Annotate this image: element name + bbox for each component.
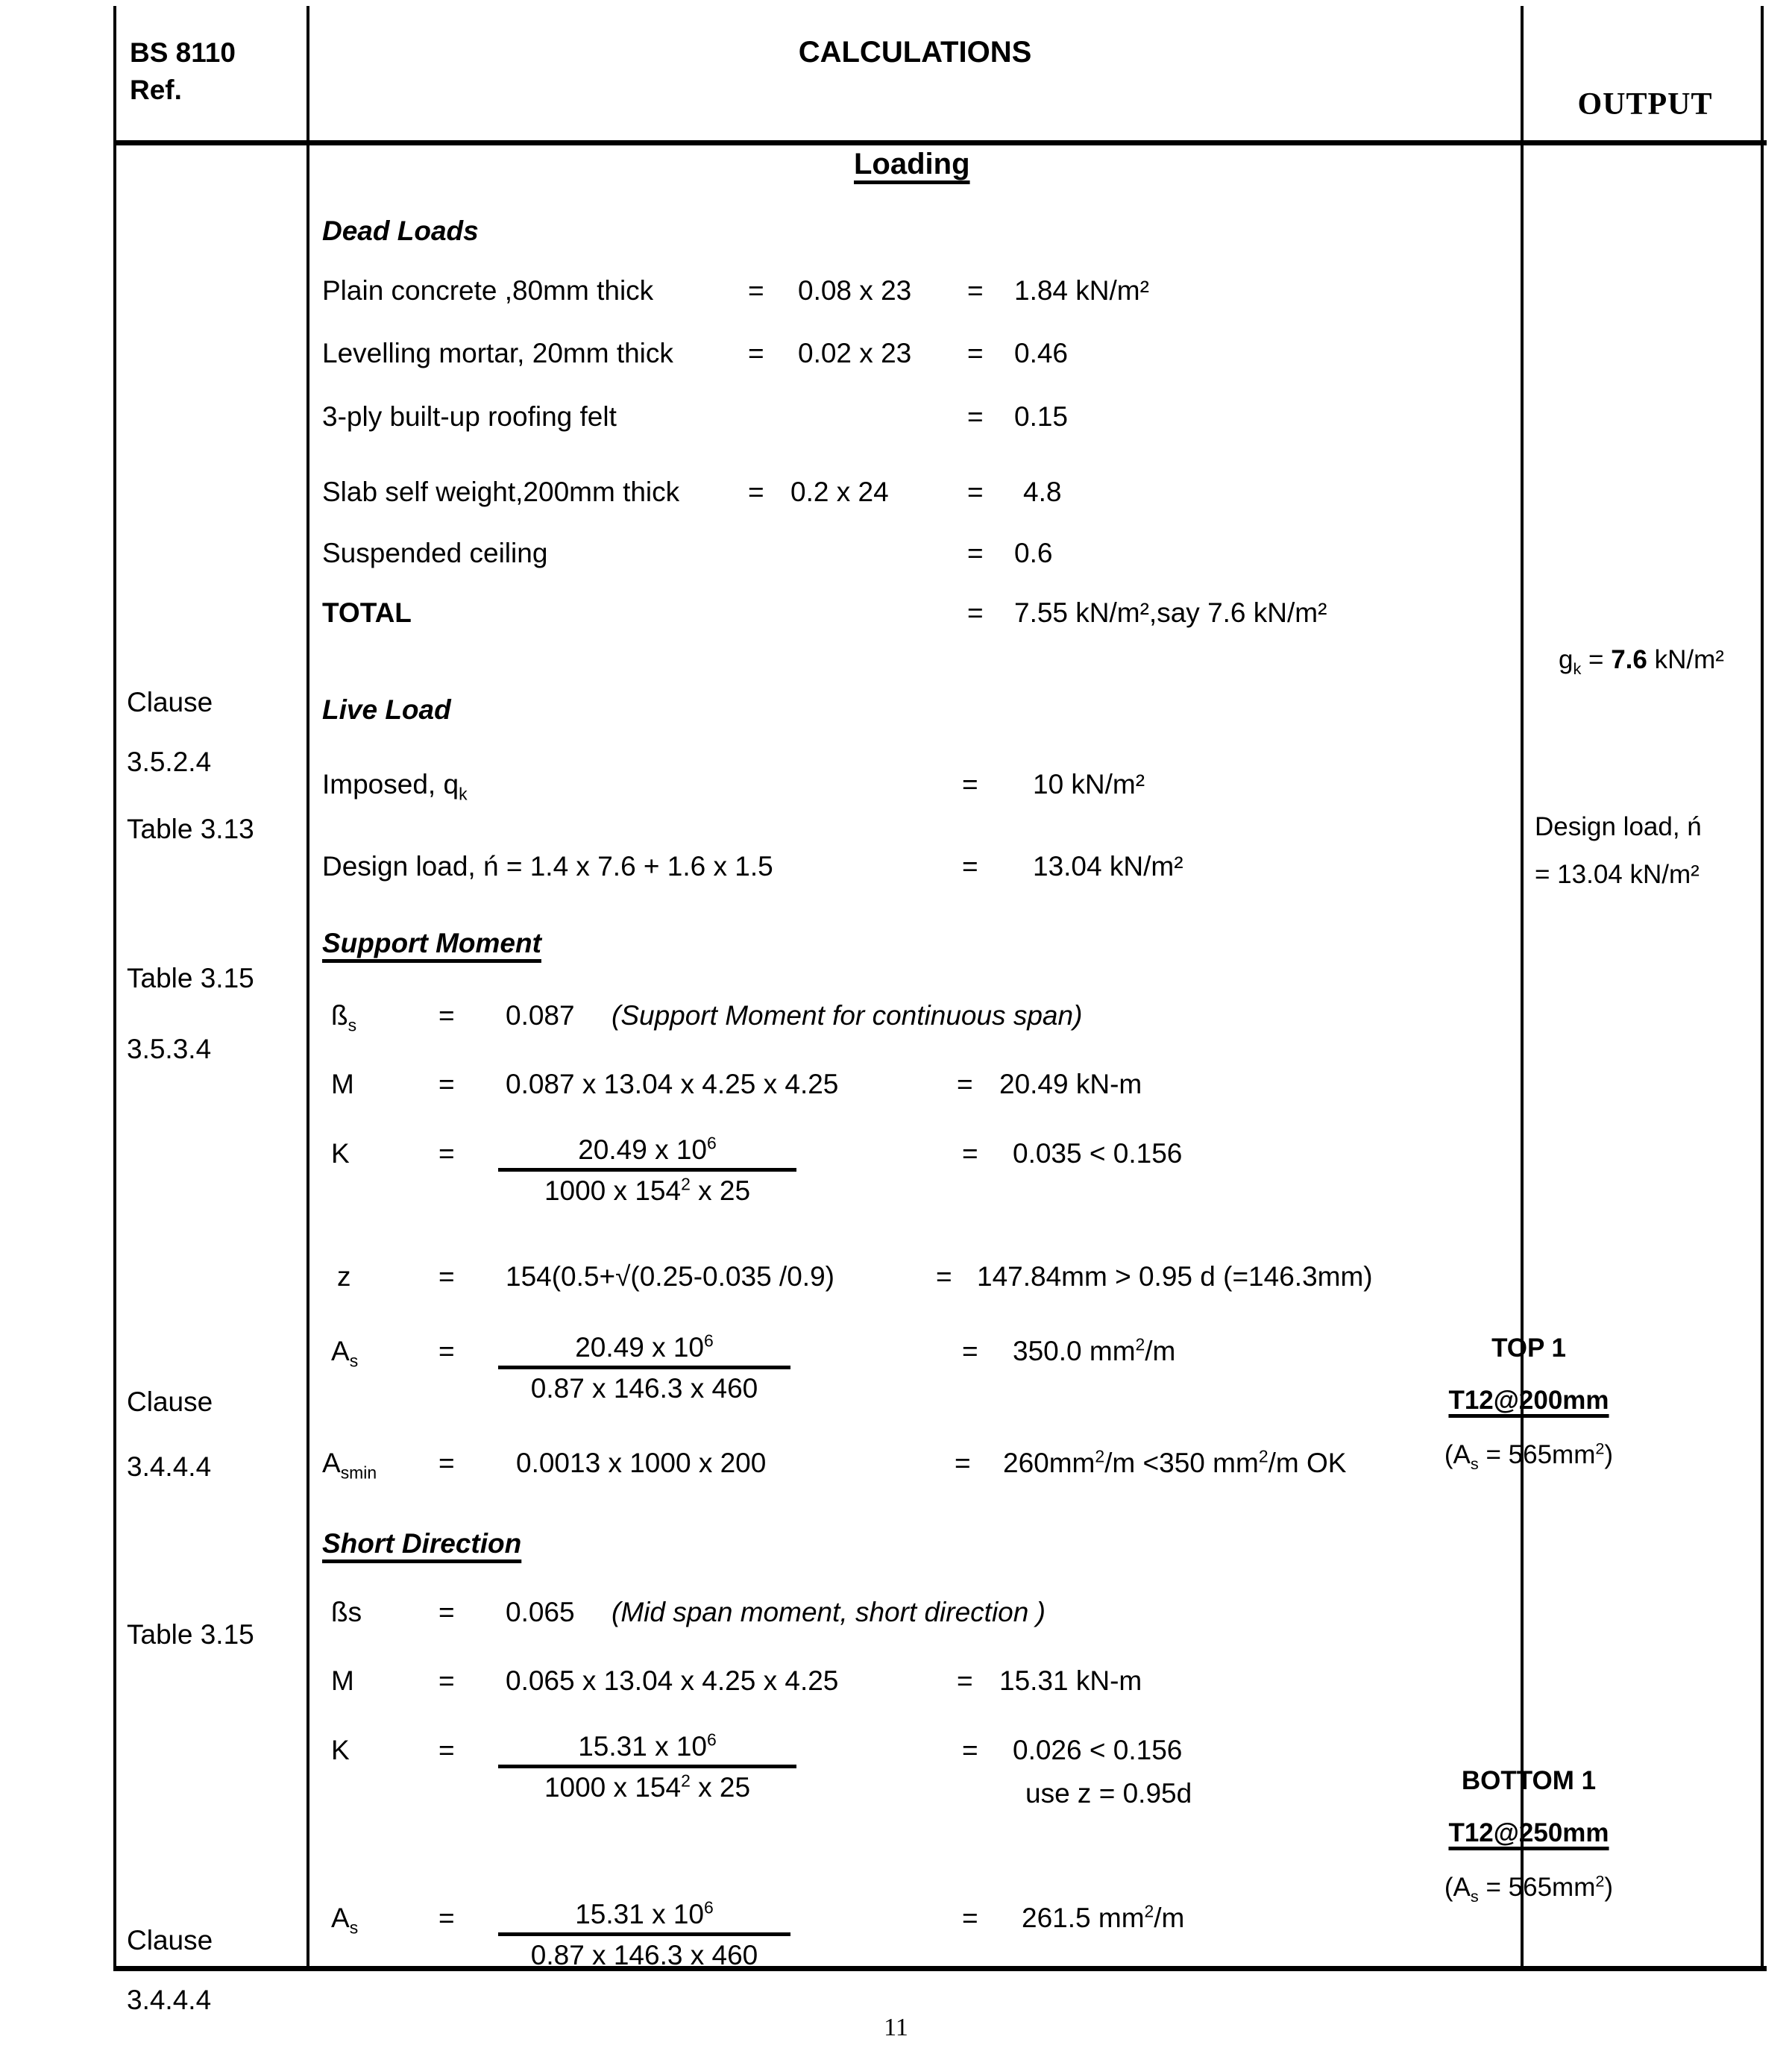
dead-load-total-eq: = (967, 597, 984, 628)
support-asmin-eq: = (438, 1448, 455, 1478)
dead-load-result-3: 4.8 (1023, 477, 1062, 507)
support-z-expression: 154(0.5+√(0.25-0.035 /0.9) (506, 1261, 834, 1292)
short-k-denominator: 1000 x $154^2$ x 25 (544, 1771, 751, 1803)
dead-load-eq1-1: = (748, 338, 764, 368)
ref-clause-3444-a: 3.4.4.4 (127, 1451, 212, 1482)
output-top1-area: $(A_s = 565mm^2)$ (1444, 1439, 1614, 1473)
column-header-reference-line1: BS 8110 (130, 37, 236, 68)
short-beta-eq: = (438, 1597, 455, 1627)
dead-load-eq2-0: = (967, 275, 984, 306)
short-k-note: use z = 0.95d (1025, 1778, 1192, 1809)
short-as-fraction (498, 1898, 790, 1972)
dead-load-result-4: 0.6 (1014, 538, 1053, 568)
short-m-eq2: = (957, 1665, 973, 1696)
short-as-eq2: = (962, 1903, 978, 1933)
column-divider-ref-calculations (306, 6, 309, 1971)
subsection-title-live-load: Live Load (322, 694, 451, 725)
support-as-fraction (498, 1331, 790, 1405)
short-k-value: 0.026 < 0.156 (1013, 1735, 1183, 1765)
output-bottom1-title: BOTTOM 1 (1461, 1766, 1597, 1795)
short-k-eq: = (438, 1735, 455, 1765)
support-k-symbol: K (331, 1138, 350, 1169)
column-header-reference-line2: Ref. (130, 75, 182, 105)
subsection-title-support-moment: Support Moment (322, 928, 541, 958)
support-k-value: 0.035 < 0.156 (1013, 1138, 1183, 1169)
support-as-eq2: = (962, 1336, 978, 1366)
support-k-eq: = (438, 1138, 455, 1169)
dead-load-desc-0: Plain concrete ,80mm thick (322, 275, 654, 306)
design-load-value: 13.04 kN/m² (1033, 851, 1183, 882)
dead-load-result-2: 0.15 (1014, 401, 1069, 432)
dead-load-desc-3: Slab self weight,200mm thick (322, 477, 680, 507)
section-title-loading: Loading (854, 148, 970, 180)
short-k-fraction (498, 1730, 796, 1804)
short-m-eq: = (438, 1665, 455, 1696)
short-k-symbol: K (331, 1735, 350, 1765)
support-z-value: 147.84mm > 0.95 d (=146.3mm) (977, 1261, 1373, 1292)
dead-load-eq1-3: = (748, 477, 764, 507)
short-as-denominator: 0.87 x 146.3 x 460 (530, 1940, 758, 1970)
dead-load-eq2-2: = (967, 401, 984, 432)
output-bottom1-bar-spec: T12@250mm (1448, 1818, 1609, 1847)
dead-load-desc-4: Suspended ceiling (322, 538, 548, 568)
dead-load-result-1: 0.46 (1014, 338, 1069, 368)
dead-load-result-0: 1.84 kN/m² (1014, 275, 1149, 306)
table-bottom-rule (116, 1966, 1767, 1971)
output-top1-title: TOP 1 (1491, 1334, 1566, 1363)
support-asmin-eq2: = (955, 1448, 971, 1478)
short-m-symbol: M (331, 1665, 354, 1696)
support-asmin-expression: 0.0013 x 1000 x 200 (516, 1448, 767, 1478)
short-beta-symbol: ßs (331, 1597, 362, 1627)
short-beta-value: 0.065 (506, 1597, 575, 1627)
header-bottom-rule (116, 140, 1767, 145)
output-top1-bar-spec: T12@200mm (1448, 1386, 1609, 1415)
short-m-expression: 0.065 x 13.04 x 4.25 x 4.25 (506, 1665, 839, 1696)
support-m-expression: 0.087 x 13.04 x 4.25 x 4.25 (506, 1069, 839, 1099)
support-m-value: 20.49 kN-m (999, 1069, 1142, 1099)
support-as-value: 350.0 $mm^2/m$ (1013, 1334, 1176, 1366)
ref-clause-word-1: Clause (127, 687, 213, 717)
dead-load-total-result: 7.55 kN/m²,say 7.6 kN/m² (1014, 597, 1327, 628)
dead-load-eq2-1: = (967, 338, 984, 368)
short-m-value: 15.31 kN-m (999, 1665, 1142, 1696)
support-k-fraction (498, 1134, 796, 1207)
dead-load-eq1-0: = (748, 275, 764, 306)
column-header-calculations: CALCULATIONS (798, 36, 1032, 69)
support-beta-note: (Support Moment for continuous span) (612, 1000, 1083, 1031)
imposed-load-label: Imposed, $q_k$ (322, 769, 468, 804)
column-divider-calculations-output (1521, 6, 1524, 1971)
output-design-load-value: = 13.04 kN/m² (1535, 860, 1700, 889)
imposed-load-eq: = (962, 769, 978, 800)
dead-load-eq2-4: = (967, 538, 984, 568)
column-header-output: OUTPUT (1577, 87, 1713, 122)
short-k-numerator: 15.31 x $10^6$ (578, 1730, 717, 1762)
design-load-expression: Design load, ń = 1.4 x 7.6 + 1.6 x 1.5 (322, 851, 773, 882)
ref-clause-3524: 3.5.2.4 (127, 747, 212, 777)
output-bottom1-area: $(A_s = 565mm^2)$ (1444, 1871, 1614, 1906)
column-header-reference (130, 34, 301, 109)
support-m-symbol: M (331, 1069, 354, 1099)
support-z-eq: = (438, 1261, 455, 1292)
subsection-title-dead-loads: Dead Loads (322, 216, 479, 246)
ref-table-315-b: Table 3.15 (127, 1619, 254, 1650)
support-k-denominator: 1000 x $154^2$ x 25 (544, 1174, 751, 1206)
support-k-numerator: 20.49 x $10^6$ (578, 1133, 717, 1165)
output-gk: $g_k = 7.6$ kN/m² (1559, 645, 1724, 678)
support-as-symbol: $A_s$ (331, 1336, 359, 1371)
ref-clause-word-3: Clause (127, 1925, 213, 1956)
support-m-eq: = (438, 1069, 455, 1099)
support-beta-eq: = (438, 1000, 455, 1031)
dead-load-desc-2: 3-ply built-up roofing felt (322, 401, 617, 432)
support-m-eq2: = (957, 1069, 973, 1099)
dead-load-calc-3: 0.2 x 24 (790, 477, 889, 507)
support-asmin-value: $260mm^2/m <350$ $mm^2/m$ OK (1003, 1446, 1347, 1478)
support-asmin-symbol: $A_{smin}$ (322, 1448, 377, 1483)
dead-load-eq2-3: = (967, 477, 984, 507)
imposed-load-value: 10 kN/m² (1033, 769, 1145, 800)
support-k-eq2: = (962, 1138, 978, 1169)
ref-clause-3534: 3.5.3.4 (127, 1034, 212, 1064)
page-number: 11 (884, 2014, 908, 2041)
support-beta-value: 0.087 (506, 1000, 575, 1031)
ref-clause-3444-b: 3.4.4.4 (127, 1985, 212, 2015)
output-design-load-label: Design load, ń (1535, 812, 1702, 841)
short-as-numerator: 15.31 x $10^6$ (575, 1897, 714, 1929)
support-as-eq: = (438, 1336, 455, 1366)
support-z-eq2: = (936, 1261, 952, 1292)
short-as-value: 261.5 $mm^2/m$ (1022, 1901, 1185, 1933)
design-load-eq: = (962, 851, 978, 882)
support-as-denominator: 0.87 x 146.3 x 460 (530, 1373, 758, 1404)
ref-clause-word-2: Clause (127, 1386, 213, 1417)
subsection-title-short-direction: Short Direction (322, 1528, 522, 1559)
support-as-numerator: 20.49 x $10^6$ (575, 1331, 714, 1363)
dead-load-calc-0: 0.08 x 23 (798, 275, 912, 306)
short-as-eq: = (438, 1903, 455, 1933)
support-beta-symbol: $ß_s$ (331, 1000, 357, 1035)
ref-table-313: Table 3.13 (127, 814, 254, 844)
dead-load-total-label: TOTAL (322, 597, 412, 628)
dead-load-calc-1: 0.02 x 23 (798, 338, 912, 368)
ref-table-315-a: Table 3.15 (127, 963, 254, 993)
short-as-symbol: $A_s$ (331, 1903, 359, 1938)
short-k-eq2: = (962, 1735, 978, 1765)
dead-load-desc-1: Levelling mortar, 20mm thick (322, 338, 673, 368)
support-z-symbol: z (337, 1261, 351, 1292)
short-beta-note: (Mid span moment, short direction ) (612, 1597, 1046, 1627)
